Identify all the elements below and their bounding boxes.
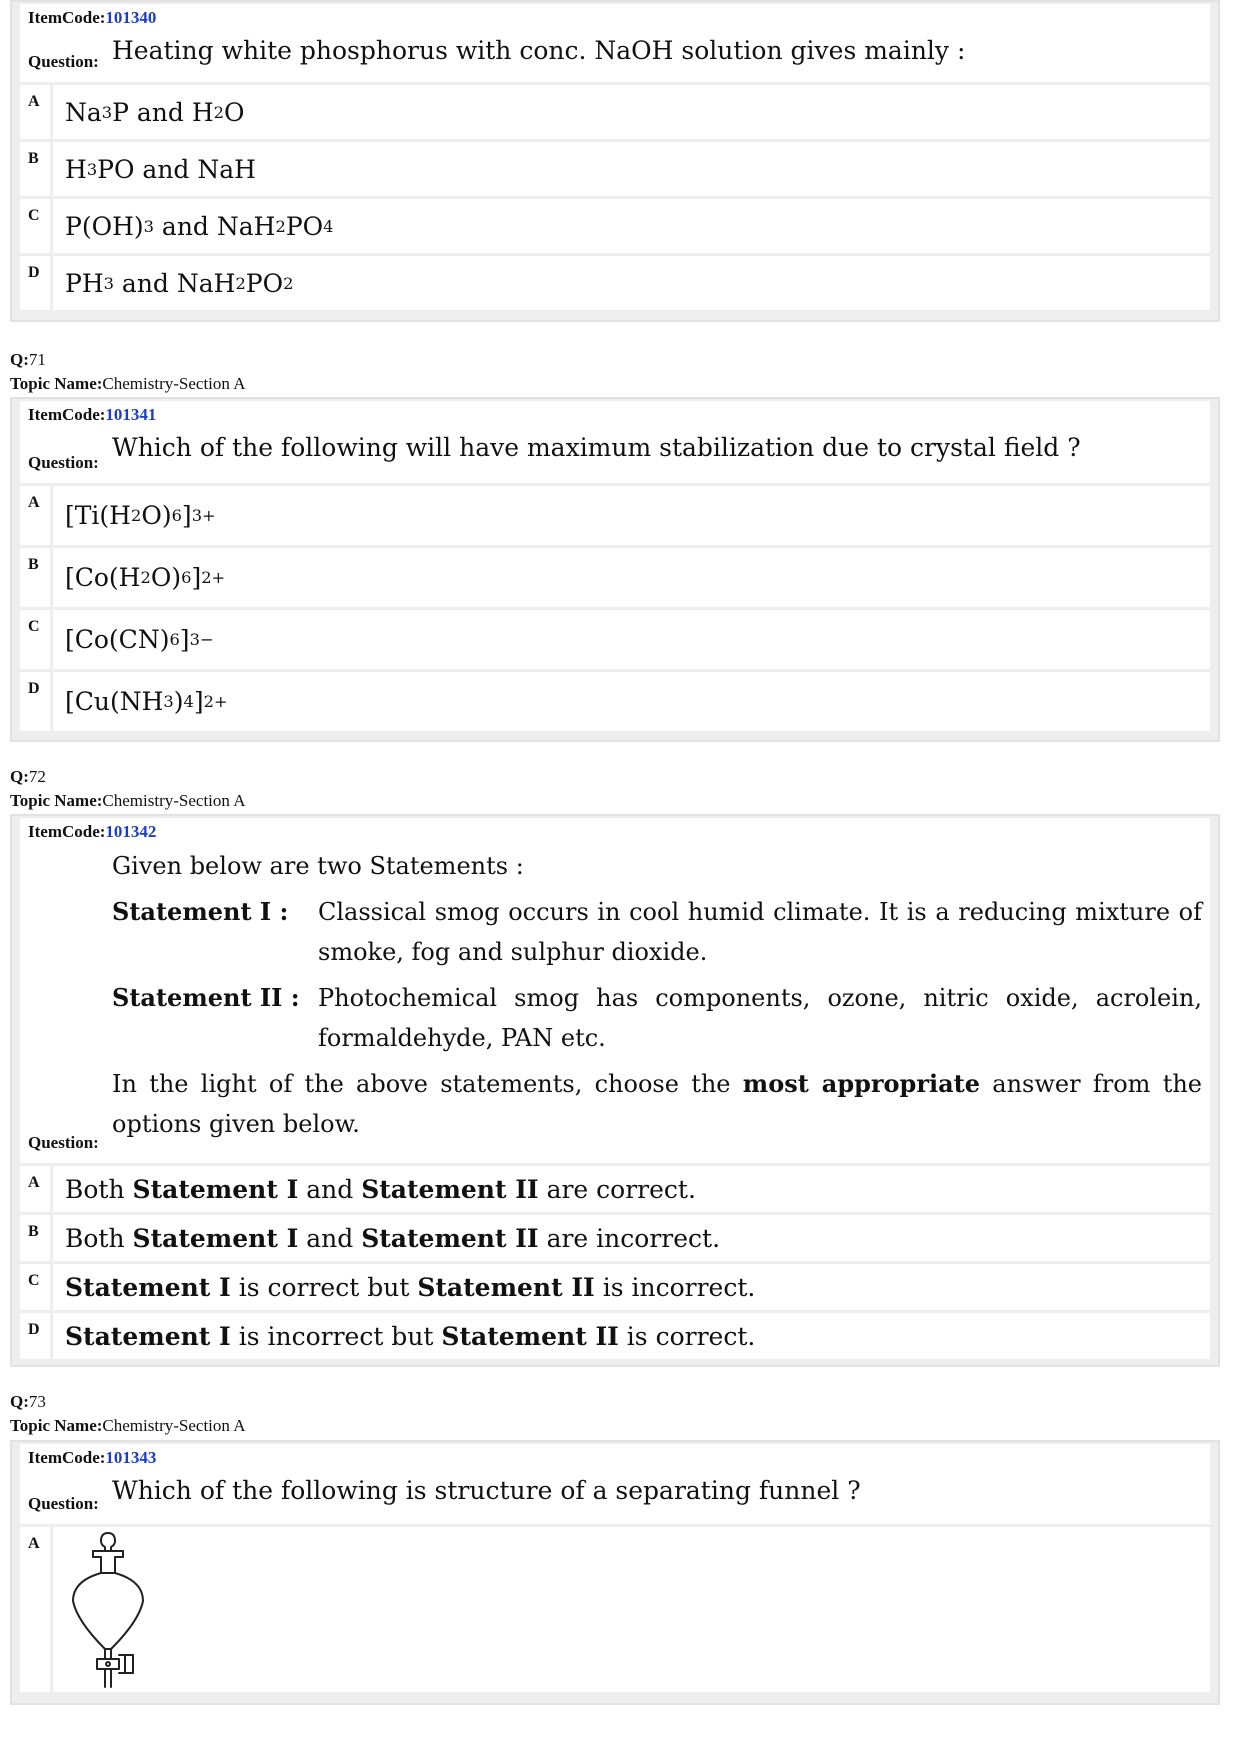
option-text: Both Statement I and Statement II are incorrect.	[53, 1215, 1210, 1261]
option-a[interactable]	[20, 85, 1210, 139]
option-letter: A	[20, 85, 50, 139]
option-letter: C	[20, 199, 50, 253]
option-text: [Ti(H 2 O) 6 ] 3+	[53, 486, 1210, 545]
question-meta-72	[10, 765, 245, 813]
option-letter: B	[20, 142, 50, 196]
itemcode	[20, 401, 1210, 429]
q-label: Q:	[10, 350, 29, 369]
question-block-101343	[10, 1440, 1220, 1705]
topic-label: Topic Name:	[10, 791, 103, 810]
option-text: [Cu(NH 3 ) 4 ] 2+	[53, 672, 1210, 731]
topic-name: Chemistry-Section A	[102, 374, 246, 393]
topic-label: Topic Name:	[10, 374, 103, 393]
topic-name: Chemistry-Section A	[102, 1416, 246, 1435]
option-text: Statement I is correct but Statement II is incorrect.	[53, 1264, 1210, 1310]
question-header	[20, 818, 1210, 1163]
option-text: Statement I is incorrect but Statement II is correct.	[53, 1313, 1210, 1359]
option-text: Na 3 P and H 2 O	[53, 85, 1210, 139]
q-number: 73	[28, 1392, 46, 1411]
statement-2-label: Statement II :	[112, 983, 300, 1012]
option-b[interactable]	[20, 1215, 1210, 1261]
option-letter: D	[20, 256, 50, 310]
itemcode-label: ItemCode:	[28, 1448, 106, 1467]
option-letter: A	[20, 486, 50, 545]
option-letter: B	[20, 1215, 50, 1261]
option-d[interactable]	[20, 256, 1210, 310]
q-number: 71	[28, 350, 46, 369]
question-block-101341	[10, 397, 1220, 742]
question-block-101340	[10, 0, 1220, 322]
question-label: Question:	[28, 1494, 99, 1513]
itemcode-value: 101340	[105, 8, 157, 27]
question-body	[112, 848, 1202, 1144]
option-a[interactable]	[20, 1166, 1210, 1212]
option-a[interactable]	[20, 1527, 1210, 1692]
q-number: 72	[28, 767, 46, 786]
option-b[interactable]	[20, 142, 1210, 196]
itemcode	[20, 1444, 1210, 1472]
option-letter: D	[20, 672, 50, 731]
question-header	[20, 1444, 1210, 1524]
option-letter: B	[20, 548, 50, 607]
option-d[interactable]	[20, 672, 1210, 731]
statement-1	[112, 892, 1202, 972]
itemcode-label: ItemCode:	[28, 405, 106, 424]
option-letter: C	[20, 610, 50, 669]
option-d[interactable]	[20, 1313, 1210, 1359]
itemcode	[20, 4, 1210, 32]
option-text: [Co(CN) 6 ] 3−	[53, 610, 1210, 669]
question-label: Question:	[28, 52, 99, 71]
option-c[interactable]	[20, 1264, 1210, 1310]
q-label: Q:	[10, 1392, 29, 1411]
question-label: Question:	[28, 1133, 99, 1152]
option-letter: A	[20, 1166, 50, 1212]
question-intro: Given below are two Statements :	[112, 852, 524, 880]
option-letter: D	[20, 1313, 50, 1359]
option-letter: A	[20, 1527, 50, 1692]
option-c[interactable]	[20, 199, 1210, 253]
question-text: Which of the following will have maximum stabilization due to crystal field ?	[112, 433, 1081, 462]
statement-1-text: Classical smog occurs in cool humid climate. It is a reducing mixture of smoke, fog and sulphur dioxide.	[318, 898, 1202, 966]
itemcode-value: 101341	[105, 405, 157, 424]
question-label: Question:	[28, 453, 99, 472]
statement-1-label: Statement I :	[112, 897, 289, 926]
topic-label: Topic Name:	[10, 1416, 103, 1435]
option-image	[53, 1527, 1210, 1692]
option-text: P(OH) 3 and NaH 2 PO 4	[53, 199, 1210, 253]
question-header	[20, 4, 1210, 82]
question-header	[20, 401, 1210, 483]
itemcode-value: 101342	[105, 822, 157, 841]
question-block-101342	[10, 814, 1220, 1367]
option-b[interactable]	[20, 548, 1210, 607]
question-instruction: In the light of the above statements, choose the most appropriate answer from the options given below.	[112, 1069, 1203, 1138]
option-text: [Co(H 2 O) 6 ] 2+	[53, 548, 1210, 607]
statement-2	[112, 978, 1202, 1058]
itemcode	[20, 818, 1210, 846]
separating-funnel-icon	[63, 1531, 153, 1689]
question-meta-71	[10, 348, 245, 396]
option-text: PH 3 and NaH 2 PO 2	[53, 256, 1210, 310]
itemcode-value: 101343	[105, 1448, 157, 1467]
option-text: H 3 PO and NaH	[53, 142, 1210, 196]
option-c[interactable]	[20, 610, 1210, 669]
itemcode-label: ItemCode:	[28, 822, 106, 841]
question-text: Heating white phosphorus with conc. NaOH solution gives mainly :	[112, 36, 966, 65]
topic-name: Chemistry-Section A	[102, 791, 246, 810]
question-meta-73	[10, 1390, 245, 1438]
itemcode-label: ItemCode:	[28, 8, 106, 27]
q-label: Q:	[10, 767, 29, 786]
option-letter: C	[20, 1264, 50, 1310]
option-a[interactable]	[20, 486, 1210, 545]
question-text: Which of the following is structure of a separating funnel ?	[112, 1476, 861, 1505]
option-text: Both Statement I and Statement II are correct.	[53, 1166, 1210, 1212]
statement-2-text: Photochemical smog has components, ozone, nitric oxide, acrolein, formaldehyde, PAN etc.	[318, 984, 1202, 1052]
